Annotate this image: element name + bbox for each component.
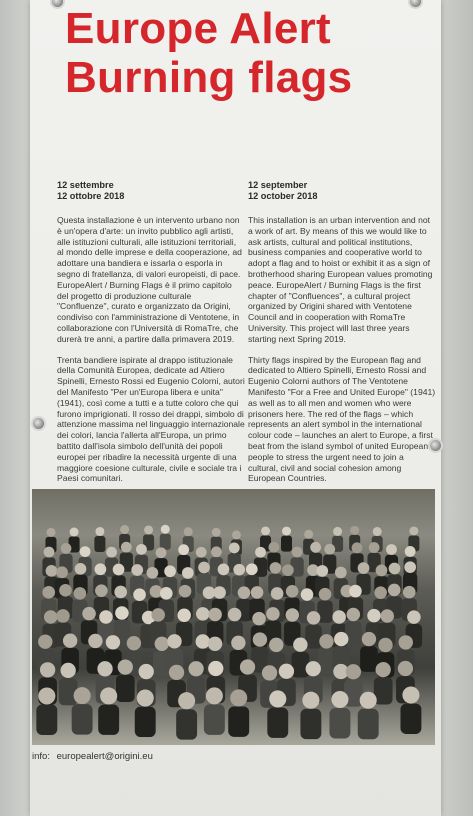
screw-mid-left-icon — [33, 418, 44, 429]
english-paragraph-1: This installation is an urban intervention and not a work of art. By means of this we would like to ask artists, cultural and political institutions, business companies and cooperative world to adopt a flag and to hoist or exhibit it as a sign of brotherhood sharing European values promoting peace. EuropeAlert / Burning Flags is the first chapter of "Confluences", a cultural project organized by Origini shared with Ventotene Council and in cooperation with RomaTre University. This project will last three years starting next Spring 2019. — [248, 215, 433, 344]
italian-paragraph-2: Trenta bandiere ispirate al drappo istituzionale della Comunità Europea, dedicate ad Altiero Spinelli, Ernesto Rossi ed Eugenio Colorni, autori del Manifesto "Per un'Europa libera e unita" (1941), così come a tutti e a tutte coloro che qui furono imprigionati. Il rosso dei drappi, simbolo di attenzione massima nel linguaggio internazionale dei colori, lancia l'allerta all'Europa, un primo battito dall'isola simbolo dell'unità dei popoli europei per ribadire la necessità urgente di una maggiore coesione culturale, civile e sociale tra i Paesi comunitari. — [57, 354, 245, 484]
italian-paragraph-1: Questa installazione è un intervento urbano non è un'opera d'arte: un invito pubblico agli artisti, alle istituzioni culturali, alle istituzioni territoriali, al mondo delle imprese e della cooperazione, ad adottare una bandiera e issarla o esporla in segno di fratellanza, di valori europeisti, di pace. EuropeAlert / Burning Flags è il primo capitolo del progetto di produzione culturale "Confluenze", curato e organizzato da Origini, condiviso con l'amministrazione di Ventotene, in collaborazione con l'Università di RomaTre, che durerà tre anni, a partire dalla primavera 2019. — [57, 215, 242, 344]
footer-info — [32, 751, 153, 762]
english-date: 12 september 12 october 2018 — [248, 180, 318, 201]
title-line-2: Burning flags — [65, 53, 353, 102]
info-label: info: — [32, 751, 50, 762]
english-paragraph-2: Thirty flags inspired by the European flag and dedicated to Altiero Spinelli, Ernesto Rossi and Eugenio Colorni authors of The Ventotene Manifesto "For a Free and United Europe" (1941) as well as to all men and women who were prisoners here. The red of the flags – which represents an alert symbol in the international colour code – launches an alert to Europe, a first beat from the island symbol of united European people to stress the urgent need to join a cultural, civil and social cohesion among European Countries. — [248, 354, 436, 484]
group-photo-figures — [32, 489, 435, 745]
info-email[interactable]: europealert@origini.eu — [56, 751, 153, 762]
historical-group-photo — [32, 489, 435, 745]
english-column — [248, 180, 436, 494]
title-line-1: Europe Alert — [65, 4, 332, 53]
italian-date: 12 settembre 12 ottobre 2018 — [57, 180, 125, 201]
italian-column — [57, 180, 245, 494]
panel-title — [65, 4, 435, 102]
